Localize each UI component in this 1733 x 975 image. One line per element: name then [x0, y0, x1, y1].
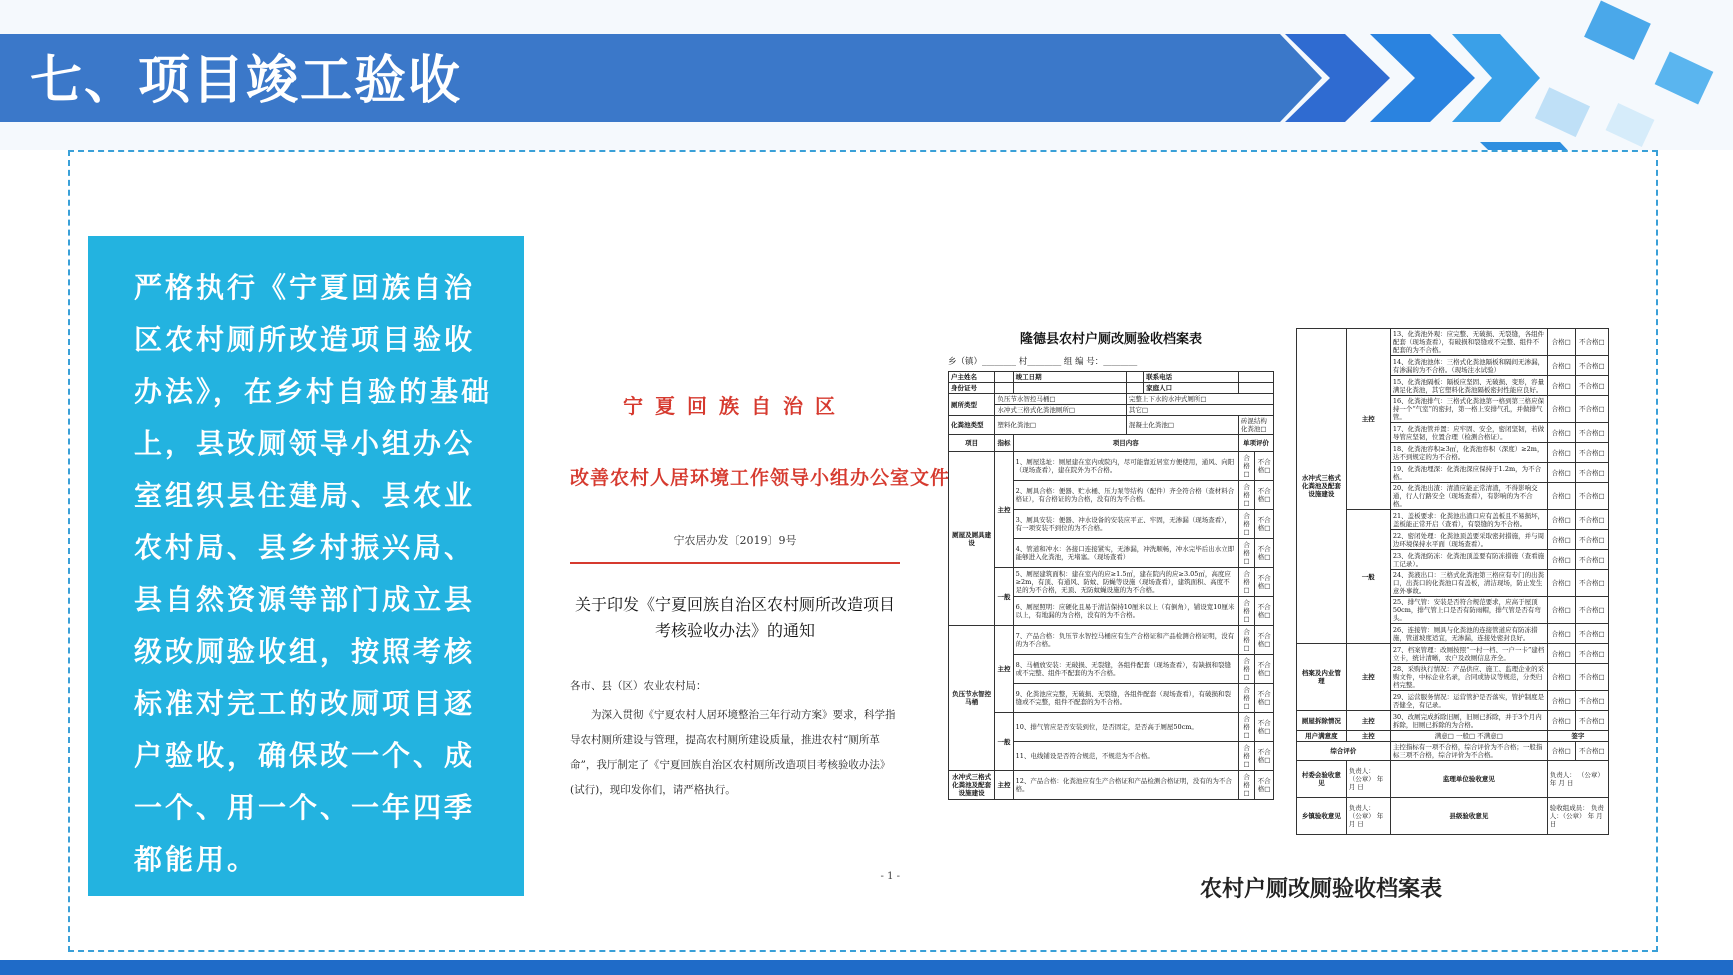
pass-checkbox: 合格□	[1547, 423, 1575, 443]
table-row	[1297, 329, 1609, 356]
pass-checkbox: 合格□	[1238, 481, 1254, 510]
group-cell: 负压节水智控马桶	[949, 626, 995, 771]
fail-checkbox: 不合格□	[1575, 423, 1608, 443]
sign-row	[1297, 798, 1609, 835]
archive-table-page1	[948, 328, 1274, 800]
fail-checkbox: 不合格□	[1255, 684, 1274, 713]
pass-checkbox: 合格□	[1238, 539, 1254, 568]
archive-caption: 农村户厕改厕验收档案表	[1200, 877, 1443, 902]
notice-title: 关于印发《宁夏回族自治区农村厕所改造项目考核验收办法》的通知	[574, 595, 895, 640]
content-cell: 8、马桶放安装：无破损、无裂缝，各组件配套（现场查看），有缺损和裂缝或不完整、组件不配套的为不合格。	[1013, 655, 1238, 684]
pass-checkbox: 合格□	[1547, 644, 1575, 664]
fail-checkbox: 不合格□	[1255, 510, 1274, 539]
table-row	[1297, 742, 1609, 761]
pass-checkbox: 合格□	[1547, 396, 1575, 423]
fail-checkbox: 不合格□	[1575, 664, 1608, 691]
sign-label: 监理单位验收意见	[1390, 761, 1547, 798]
sign-label: 乡镇验收意见	[1297, 798, 1347, 835]
overall-label: 综合评价	[1297, 742, 1391, 761]
notice-red-rule	[570, 562, 900, 564]
content-cell: 2、厕具合格：便器、贮水桶、压力泵等结构（配件）齐全符合格（查材料合格证），有合格证的为合格，没有的为不合格。	[1013, 481, 1238, 510]
fail-checkbox: 不合格□	[1575, 530, 1608, 550]
archive-table	[948, 371, 1274, 800]
pass-checkbox: 合格□	[1547, 483, 1575, 510]
table-cell	[1126, 383, 1143, 394]
table-cell: 厕所类型	[949, 394, 995, 416]
content-cell: 21、盖板要求：化粪池出渣口应有盖板且不易损坏，盖板能正常开启（查看），有裂缝的为不合格。	[1390, 510, 1547, 530]
level-cell: 主控	[1346, 329, 1390, 510]
sign-label: 县级验收意见	[1390, 798, 1547, 835]
group-cell: 水冲式三格式化粪池及配套设施建设	[949, 771, 995, 800]
pass-checkbox: 合格□	[1547, 570, 1575, 597]
fail-checkbox: 不合格□	[1575, 329, 1608, 356]
sign-content: 负责人： （公章） 年 月 日	[1547, 761, 1608, 798]
notice-greeting: 各市、县（区）农业农村局：	[570, 680, 707, 692]
overall-text: 主控指标有一项不合格，综合评价为不合格；一般指标三项不合格，综合评价为不合格。	[1390, 742, 1547, 761]
pass-checkbox: 合格□	[1547, 510, 1575, 530]
content-cell: 19、化粪池埋深：化粪池深应保持于1.2m，为不合格。	[1390, 463, 1547, 483]
content-cell: 20、化粪池出渣：清渣应能正常清渣，不得影响交通，行人行路安全（现场查看），有影响的为不合格。	[1390, 483, 1547, 510]
table-cell: 塑料化粪池□	[995, 416, 1126, 435]
pass-checkbox: 合格□	[1547, 742, 1575, 761]
fail-checkbox: 不合格□	[1575, 463, 1608, 483]
fail-checkbox: 不合格□	[1575, 711, 1608, 731]
archive-table-page2	[1296, 328, 1609, 835]
level-cell: 主控	[995, 771, 1013, 800]
content-cell: 18、化粪池容积≥3㎡，化粪池容积（深度）≥2m，达不到规定的为不合格。	[1390, 443, 1547, 463]
sign-content: 负责人： （公章） 年 月 日	[1346, 761, 1390, 798]
fail-checkbox: 不合格□	[1575, 624, 1608, 644]
pass-checkbox: 合格□	[1238, 713, 1254, 742]
table-cell: 身份证号	[949, 383, 995, 394]
table-cell: 混凝土化粪池□	[1126, 416, 1238, 435]
level-cell: 主控	[995, 626, 1013, 713]
pass-checkbox: 合格□	[1547, 711, 1575, 731]
table-row	[949, 405, 1274, 416]
table-header-row	[949, 435, 1274, 452]
sign-label: 村委会验收意见	[1297, 761, 1347, 798]
level-cell: 一般	[995, 713, 1013, 771]
pass-checkbox: 合格□	[1238, 684, 1254, 713]
pass-checkbox: 合格□	[1238, 510, 1254, 539]
fail-checkbox: 不合格□	[1575, 597, 1608, 624]
table-cell	[1126, 372, 1143, 383]
pass-checkbox: 合格□	[1547, 443, 1575, 463]
pass-checkbox: 合格□	[1238, 597, 1254, 626]
table-cell: 砖混结构化粪池□	[1238, 416, 1273, 435]
fail-checkbox: 不合格□	[1255, 655, 1274, 684]
table-row	[1297, 644, 1609, 664]
group-cell: 用户满意度	[1297, 731, 1347, 742]
table-cell: 水冲式三格式化粪池厕所□	[995, 405, 1126, 416]
table-cell: 联系电话	[1144, 372, 1239, 383]
content-cell: 7、产品合格：负压节水智控马桶应有生产合格证和产品检测合格证明，没有的为不合格。	[1013, 626, 1238, 655]
pass-checkbox: 合格□	[1547, 550, 1575, 570]
table-cell: 负压节水智控马桶□	[995, 394, 1126, 405]
fail-checkbox: 不合格□	[1255, 771, 1274, 800]
content-cell: 13、化粪池外观：应完整、无破损、无裂缝，各组件配套（现场查看），有破损和裂缝或不完整、组件不配套的为不合格。	[1390, 329, 1547, 356]
satisfaction-cell: 满意□ 一般□ 不满意□	[1390, 731, 1547, 742]
content-cell: 14、化粪池池体：三格式化粪池隔板和隔间无渗漏，有渗漏的为不合格。（现场注水试验）	[1390, 356, 1547, 376]
level-cell: 一般	[1346, 510, 1390, 644]
table-row	[1297, 711, 1609, 731]
table-cell: 完整上下水的水冲式厕所□	[1126, 394, 1273, 405]
table-cell: 竣工日期	[1013, 372, 1126, 383]
table-row	[949, 568, 1274, 597]
fail-checkbox: 不合格□	[1575, 691, 1608, 711]
fail-checkbox: 不合格□	[1255, 481, 1274, 510]
fail-checkbox: 不合格□	[1255, 742, 1274, 771]
pass-checkbox: 合格□	[1547, 530, 1575, 550]
table-cell	[995, 372, 1013, 383]
notice-document	[570, 380, 951, 882]
notice-page-number: - 1 -	[880, 871, 900, 882]
table-header-cell: 单项评价	[1238, 435, 1273, 452]
content-cell: 30、改厕完成拆除旧厕，旧厕已拆除，并于3个月内拆除，旧厕已拆除的为合格。	[1390, 711, 1547, 731]
content-cell: 15、化粪池隔板：隔板应坚固、无破损、变形，容量满足化粪池，其它塑料化粪池隔板密封性能应良好。	[1390, 376, 1547, 396]
notice-doc-number: 宁农居办发〔2019〕9号	[673, 534, 797, 547]
table-cell	[1238, 383, 1273, 394]
fail-checkbox: 不合格□	[1255, 626, 1274, 655]
content-cell: 3、厕具安装：便器、冲水设备的安装应平正、牢固，无渗漏（现场查看），有一项安装不到位的为不合格。	[1013, 510, 1238, 539]
content-cell: 6、厕屋照明：应硬化且易于清洁保持10厘米以上（有倒角），铺设宽10厘米以上，有地漏的为合格，没有的为不合格。	[1013, 597, 1238, 626]
fail-checkbox: 不合格□	[1575, 510, 1608, 530]
table-cell: 化粪池类型	[949, 416, 995, 435]
content-cell: 26、连接管：厕具与化粪池的连接管道应有防冻措施，管道坡度适宜，无渗漏，连接处密封良好。	[1390, 624, 1547, 644]
notice-org-line2: 改善农村人居环境工作领导小组办公室文件	[570, 467, 951, 489]
content-cell: 25、排气管：安装是否符合规范要求，应高于屋顶50cm，排气管上口是否有防雨帽，排气管是否有弯头。	[1390, 597, 1547, 624]
table-cell: 户主姓名	[949, 372, 995, 383]
table-row	[949, 383, 1274, 394]
pass-checkbox: 合格□	[1547, 597, 1575, 624]
archive-meta: 乡（镇）________ 村________ 组 编 号：________	[948, 357, 1138, 367]
footer-bar	[0, 960, 1733, 975]
fail-checkbox: 不合格□	[1575, 443, 1608, 463]
group-cell: 水冲式三格式化粪池及配套设施建设	[1297, 329, 1347, 644]
table-header-cell: 项目	[949, 435, 995, 452]
lead-text-box	[88, 236, 524, 896]
content-cell: 12、产品合格：化粪池应有生产合格证和产品检测合格证明，没有的为不合格。	[1013, 771, 1238, 800]
table-cell	[1013, 383, 1126, 394]
pass-checkbox: 合格□	[1547, 329, 1575, 356]
group-cell: 档案及内业管理	[1297, 644, 1347, 711]
content-cell: 29、运营服务情况：运营管护是否落实，管护制度是否健全，有记录。	[1390, 691, 1547, 711]
table-header-cell: 指标	[995, 435, 1013, 452]
content-cell: 16、化粪池排气：三格式化粪池第一格到第三格应保持一个“气室”的密封，第一格上安排气孔，并做排气管。	[1390, 396, 1547, 423]
table-row	[949, 394, 1274, 405]
pass-checkbox: 合格□	[1238, 742, 1254, 771]
archive-table-continued	[1296, 328, 1609, 835]
sign-content: 验收组成员： 负责人：（公章） 年 月 日	[1547, 798, 1608, 835]
level-cell: 主控	[1346, 644, 1390, 711]
lead-paragraph: 严格执行《宁夏回族自治区农村厕所改造项目验收办法》，在乡村自验的基础上，县改厕领导小组办公室组织县住建局、县农业农村局、县乡村振兴局、县自然资源等部门成立县级改厕验收组，按照考核标准对完工的改厕项目逐户验收，确保改一个、成一个、用一个、一年四季都能用。	[134, 271, 493, 876]
pass-checkbox: 合格□	[1238, 452, 1254, 481]
table-row	[949, 416, 1274, 435]
content-cell: 9、化粪池应完整，无破损、无裂缝，各组件配套（现场查看），有破损和裂缝或不完整，组件不配套的为不合格。	[1013, 684, 1238, 713]
fail-checkbox: 不合格□	[1575, 483, 1608, 510]
table-row	[949, 452, 1274, 481]
fail-checkbox: 不合格□	[1575, 356, 1608, 376]
pass-checkbox: 合格□	[1238, 771, 1254, 800]
level-cell: 主控	[1346, 731, 1390, 742]
pass-checkbox: 合格□	[1238, 568, 1254, 597]
fail-checkbox: 不合格□	[1575, 742, 1608, 761]
fail-checkbox: 不合格□	[1575, 570, 1608, 597]
fail-checkbox: 不合格□	[1575, 550, 1608, 570]
content-cell: 1、厕屋选址：厕屋建在室内或院内，尽可能靠近居室方便使用，通风、向阳（现场查看），建在院外为不合格。	[1013, 452, 1238, 481]
content-cell: 22、密闭处理：化粪池顶盖要采取密封措施，并与周边环境保持水平面（现场查看）。	[1390, 530, 1547, 550]
level-cell: 主控	[995, 452, 1013, 568]
content-cell: 28、采购执行情况：产品供应、施工、监理企业的采购文件，中标企业名录，合同或协议等规范，分类归档完整。	[1390, 664, 1547, 691]
content-cell: 17、化粪池管并置：应牢固、安全，密闭坚韧，若做导管应坚韧，位置合理（检测合格证）。	[1390, 423, 1547, 443]
fail-checkbox: 不合格□	[1575, 644, 1608, 664]
pass-checkbox: 合格□	[1547, 691, 1575, 711]
sign-content: 负责人： （公章） 年 月 日	[1346, 798, 1390, 835]
table-cell	[995, 383, 1013, 394]
pass-checkbox: 合格□	[1547, 624, 1575, 644]
sign-row	[1297, 761, 1609, 798]
fail-checkbox: 不合格□	[1575, 376, 1608, 396]
pass-checkbox: 合格□	[1547, 463, 1575, 483]
content-cell: 10、排气管应是否安装到位，是否固定，是否高于厕屋50cm。	[1013, 713, 1238, 742]
pass-checkbox: 合格□	[1238, 655, 1254, 684]
fail-checkbox: 不合格□	[1255, 539, 1274, 568]
fail-checkbox: 不合格□	[1255, 568, 1274, 597]
content-cell: 11、电线铺设是否符合规范，不规范为不合格。	[1013, 742, 1238, 771]
fail-checkbox: 不合格□	[1255, 713, 1274, 742]
archive-title: 隆德县农村户厕改厕验收档案表	[1019, 332, 1202, 347]
signature-label: 签字	[1547, 731, 1608, 742]
fail-checkbox: 不合格□	[1575, 396, 1608, 423]
pass-checkbox: 合格□	[1547, 664, 1575, 691]
pass-checkbox: 合格□	[1547, 376, 1575, 396]
level-cell: 一般	[995, 568, 1013, 626]
table-row	[949, 713, 1274, 742]
content-cell: 4、管道和冲水：各接口连接紧实，无渗漏，冲洗顺畅，冲水完毕后出水立即能够进入化粪池，无堵塞。（现场查看）	[1013, 539, 1238, 568]
pass-checkbox: 合格□	[1238, 626, 1254, 655]
pass-checkbox: 合格□	[1547, 356, 1575, 376]
notice-org-line1: 宁夏回族自治区	[623, 394, 847, 418]
content-cell: 24、粪液出口：三格式化粪池第三格应有专门的出粪口，出粪口的化粪池口有盖板，清洁现场，防止发生意外事故。	[1390, 570, 1547, 597]
table-header-cell: 项目内容	[1013, 435, 1238, 452]
table-row	[949, 372, 1274, 383]
level-cell: 主控	[1346, 711, 1390, 731]
table-cell: 其它□	[1126, 405, 1273, 416]
table-row	[949, 626, 1274, 655]
content-cell: 5、厕屋建筑面积：建在室内的应≥1.5㎡，建在院内的应≥3.05㎡，高度应≥2m，有顶、有通风、防蚊、防蝇等设施（现场查看），建筑面积、高度不足的为不合格，无顶、无防蚊蝇设施的为不合格。	[1013, 568, 1238, 597]
group-cell: 厕屋及厕具建设	[949, 452, 995, 626]
page-title: 七、项目竣工验收	[30, 51, 463, 111]
table-row	[1297, 731, 1609, 742]
notice-body: 为深入贯彻《宁夏农村人居环境整治三年行动方案》要求，科学指导农村厕所建设与管理，提高农村厕所建设质量，推进农村“厕所革命”，我厅制定了《宁夏回族自治区农村厕所改造项目考核验收办法》(试行)，现印发你们，请严格执行。	[570, 709, 896, 796]
group-cell: 厕屋拆除情况	[1297, 711, 1347, 731]
table-row	[949, 771, 1274, 800]
table-cell: 家庭人口	[1144, 383, 1239, 394]
fail-checkbox: 不合格□	[1255, 597, 1274, 626]
fail-checkbox: 不合格□	[1255, 452, 1274, 481]
content-cell: 27、档案管理：改厕按照“一村一档、一户一卡”建档立卡，统计清晰，农户及改厕信息齐全。	[1390, 644, 1547, 664]
content-cell: 23、化粪池防冻：化粪池顶盖要有防冻措施（查看施工记录）。	[1390, 550, 1547, 570]
table-cell	[1238, 372, 1273, 383]
